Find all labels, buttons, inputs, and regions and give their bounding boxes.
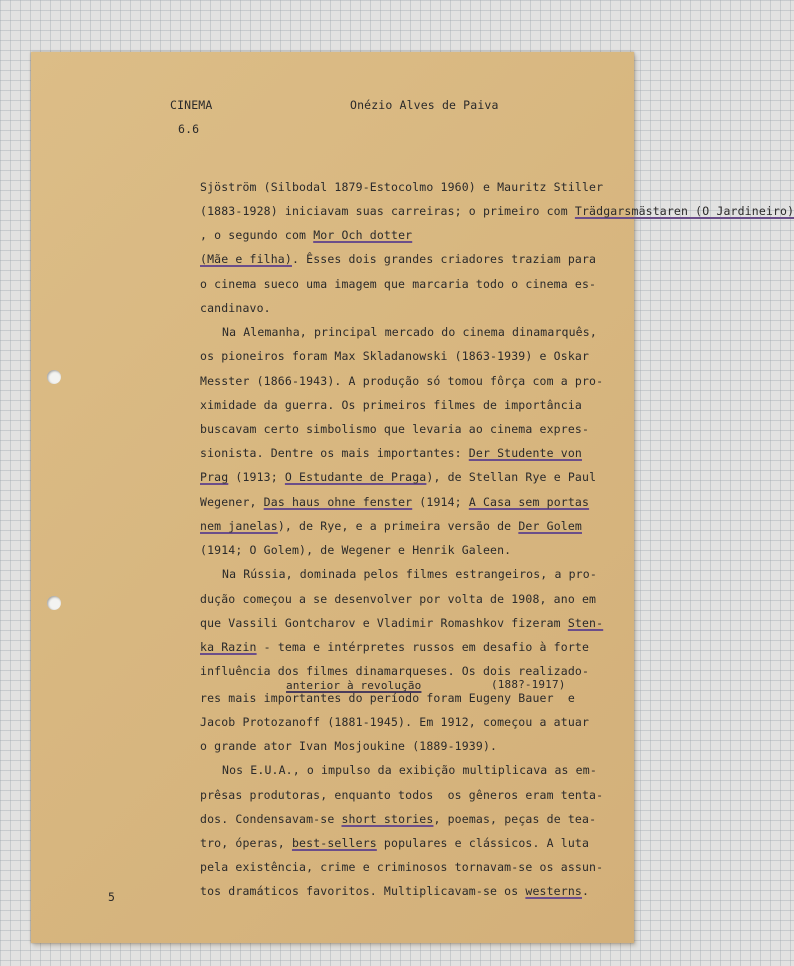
english-term: westerns [525,884,582,898]
film-title: O Estudante de Praga [284,470,427,484]
handwritten-annotation: anterior à revolução [286,679,422,692]
body-line: Messter (1866-1943). A produção só tomou fôrça com a pro- [200,374,604,388]
body-line: Nos E.U.A., o impulso da exibição multiplicava as em- [222,763,597,777]
english-term: best-sellers [291,836,377,850]
body-line: Na Rússia, dominada pelos filmes estrangeiros, a pro- [222,567,597,581]
body-line: candinavo. [200,301,271,315]
film-title: (Mãe e filha) [200,252,292,266]
body-line: dos. Condensavam-se short stories, poemas, peças de tea- [200,812,597,826]
film-title: Prag [200,470,229,484]
body-line: que Vassili Gontcharov e Vladimir Romashkov fizeram Sten- [200,616,604,630]
body-line: os pioneiros foram Max Skladanowski (1863-1939) e Oskar [200,349,590,363]
body-line: tos dramáticos favoritos. Multiplicavam-se os westerns. [200,884,590,898]
body-line: tro, óperas, best-sellers populares e clássicos. A luta [200,836,590,850]
body-line: buscavam certo simbolismo que levaria ao cinema expres- [200,422,590,436]
body-line: o grande ator Ivan Mosjoukine (1889-1939). [200,739,498,753]
body-line: ximidade da guerra. Os primeiros filmes de importância [200,398,582,412]
film-title: Der Studente von [468,446,582,460]
body-line: Na Alemanha, principal mercado do cinema dinamarquês, [222,325,597,339]
author-name: Onézio Alves de Paiva [350,98,499,112]
film-title: Mor Och dotter [313,228,413,242]
film-title: Trädgarsmästaren (O Jardineiro) [574,204,794,218]
handwritten-annotation-dates: (188?-1917) [491,678,566,691]
english-term: short stories [341,812,434,826]
film-title: Sten- [567,616,604,630]
body-line: res mais importantes do período foram Eugeny Bauer e [200,691,575,705]
film-title: Der Golem [518,519,582,533]
body-line: nem janelas), de Rye, e a primeira versão de Der Golem [200,519,582,533]
body-line: prêsas produtoras, enquanto todos os gêneros eram tenta- [200,788,604,802]
film-title: A Casa sem portas [468,495,590,509]
film-title: ka Razin [200,640,257,654]
punch-hole-top [47,370,61,384]
punch-hole-bottom [47,596,61,610]
body-line: (1883-1928) iniciavam suas carreiras; o primeiro com Trädgarsmästaren (O Jardineiro) [200,204,794,218]
typewritten-page [31,52,794,943]
section-title: CINEMA [170,98,213,112]
body-line: (1914; O Golem), de Wegener e Henrik Galeen. [200,543,512,557]
body-line: sionista. Dentre os mais importantes: Der Studente von [200,446,582,460]
body-line: dução começou a se desenvolver por volta de 1908, ano em [200,592,597,606]
page-reference: 6.6 [178,122,200,136]
body-line: Prag (1913; O Estudante de Praga), de Stellan Rye e Paul [200,470,597,484]
body-line: ka Razin - tema e intérpretes russos em desafio à forte [200,640,590,654]
body-line: pela existência, crime e criminosos tornavam-se os assun- [200,860,604,874]
body-line: (Mãe e filha). Êsses dois grandes criadores traziam para [200,252,597,266]
body-line: Jacob Protozanoff (1881-1945). Em 1912, começou a atuar [200,715,590,729]
film-title: Das haus ohne fenster [263,495,413,509]
body-line: Sjöström (Silbodal 1879-Estocolmo 1960) e Mauritz Stiller [200,180,604,194]
body-line: , o segundo com Mor Och dotter [200,228,413,242]
body-line: influência dos filmes dinamarqueses. Os dois realizado- [200,664,590,678]
body-line: Wegener, Das haus ohne fenster (1914; A Casa sem portas [200,495,590,509]
film-title: nem janelas [200,519,278,533]
body-line: o cinema sueco uma imagem que marcaria todo o cinema es- [200,277,597,291]
page-number: 5 [108,890,116,904]
